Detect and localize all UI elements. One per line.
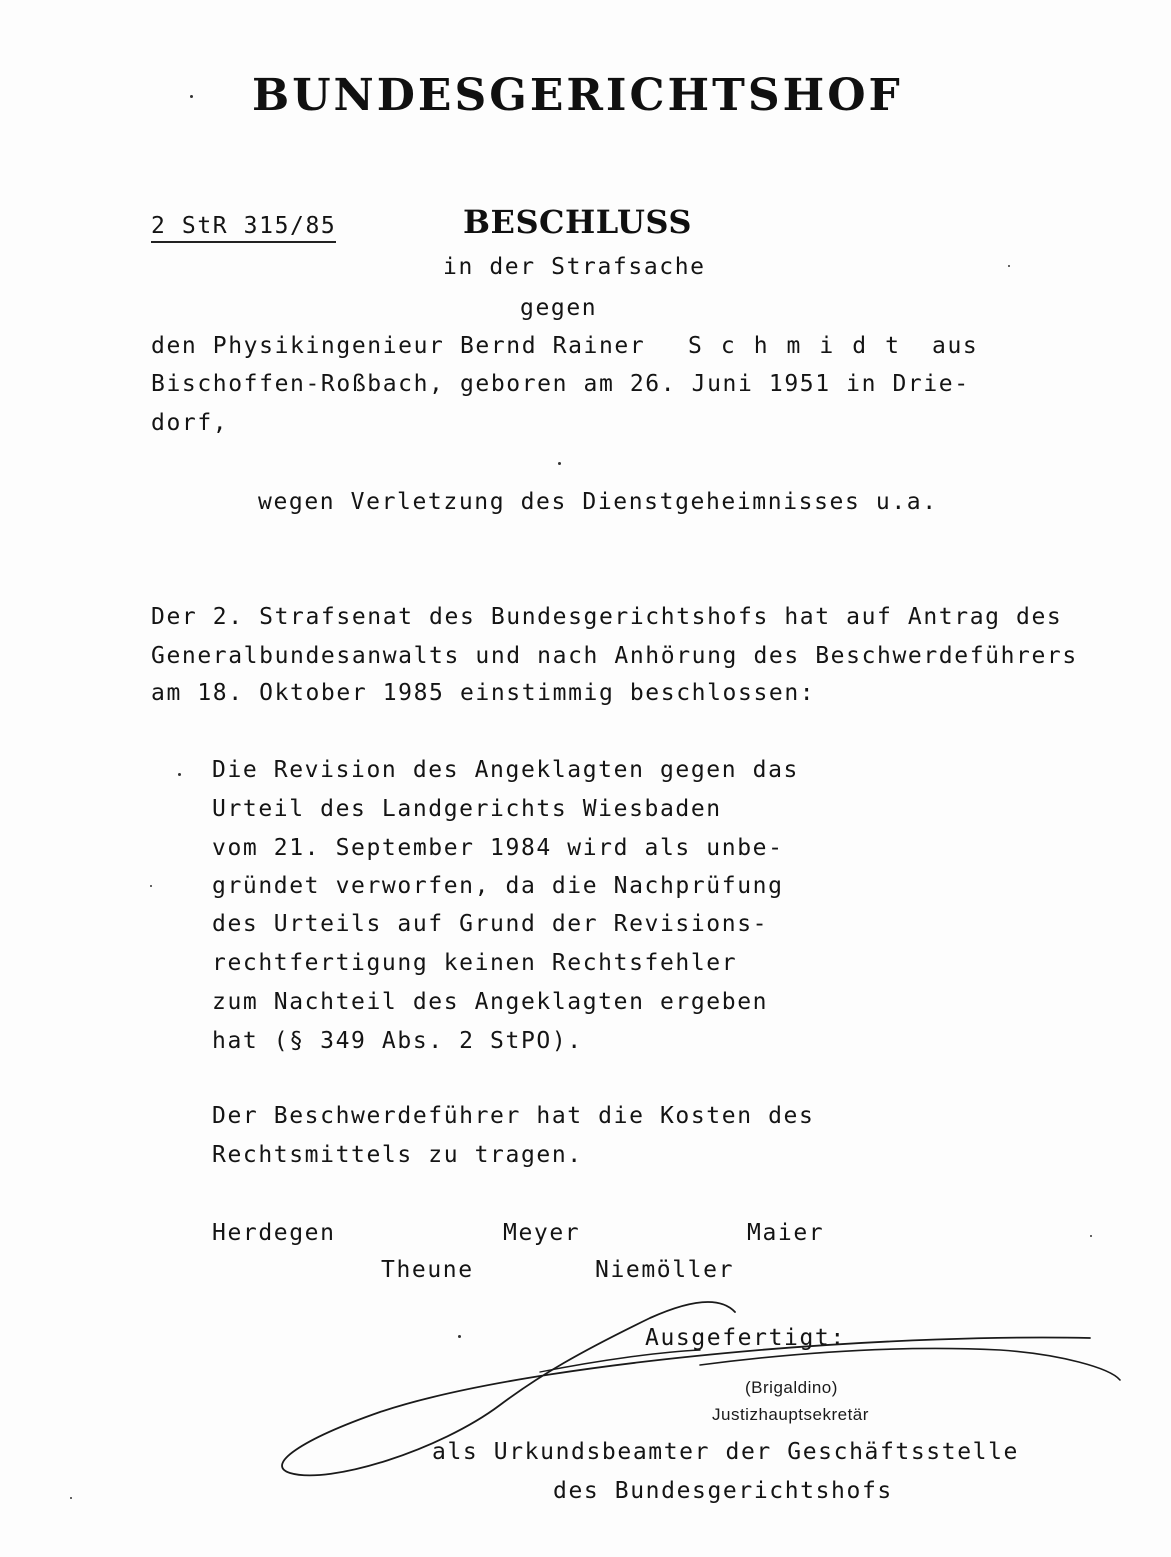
scan-speck [1008, 265, 1010, 267]
scan-speck [458, 1335, 461, 1338]
ruling-line: hat (§ 349 Abs. 2 StPO). [212, 1028, 583, 1054]
court-name: BUNDESGERICHTSHOF [252, 70, 903, 121]
file-number: 2 StR 315/85 [151, 213, 336, 243]
preamble-line: Der 2. Strafsenat des Bundesgerichtshofs hat auf Antrag des [151, 604, 1063, 630]
clerk-role-line-2: des Bundesgerichtshofs [553, 1478, 893, 1504]
intro-line-strafsache: in der Strafsache [443, 254, 706, 280]
defendant-line-2: Bischoffen-Roßbach, geboren am 26. Juni 1951 in Drie- [151, 371, 970, 397]
defendant-line-1-suffix: aus [932, 333, 979, 359]
ruling-line: Urteil des Landgerichts Wiesbaden [212, 796, 722, 822]
certification-label: Ausgefertigt: [645, 1325, 846, 1351]
costs-line: Der Beschwerdeführer hat die Kosten des [212, 1103, 815, 1129]
costs-line: Rechtsmittels zu tragen. [212, 1142, 583, 1168]
ruling-line: gründet verworfen, da die Nachprüfung [212, 873, 784, 899]
judge-name: Herdegen [212, 1220, 336, 1246]
judge-name: Theune [381, 1257, 474, 1283]
preamble-line: Generalbundesanwalts und nach Anhörung des Beschwerdeführers [151, 643, 1078, 669]
scan-speck [70, 1497, 72, 1499]
ruling-line: Die Revision des Angeklagten gegen das [212, 757, 799, 783]
clerk-role-line-1: als Urkundsbeamter der Geschäftsstelle [432, 1439, 1019, 1465]
judge-name: Niemöller [595, 1257, 735, 1283]
ruling-line: zum Nachteil des Angeklagten ergeben [212, 989, 769, 1015]
clerk-name: (Brigaldino) [745, 1378, 838, 1397]
scan-speck [558, 462, 561, 465]
defendant-line-1-prefix: den Physikingenieur Bernd Rainer [151, 333, 646, 359]
document-type-title: BESCHLUSS [463, 203, 692, 241]
scan-speck [190, 95, 193, 98]
charge-line: wegen Verletzung des Dienstgeheimnisses u.a. [258, 489, 938, 515]
clerk-title: Justizhauptsekretär [712, 1405, 869, 1424]
judge-name: Meyer [503, 1220, 581, 1246]
judge-name: Maier [747, 1220, 825, 1246]
ruling-line: des Urteils auf Grund der Revisions- [212, 911, 769, 937]
scan-speck [1090, 1235, 1092, 1237]
ruling-line: vom 21. September 1984 wird als unbe- [212, 835, 784, 861]
scan-speck [178, 773, 181, 776]
scan-speck [150, 885, 152, 887]
preamble-line: am 18. Oktober 1985 einstimmig beschlossen: [151, 680, 816, 706]
defendant-line-3: dorf, [151, 410, 229, 436]
intro-line-gegen: gegen [520, 295, 598, 321]
defendant-surname: Schmidt [688, 333, 918, 359]
ruling-line: rechtfertigung keinen Rechtsfehler [212, 950, 738, 976]
